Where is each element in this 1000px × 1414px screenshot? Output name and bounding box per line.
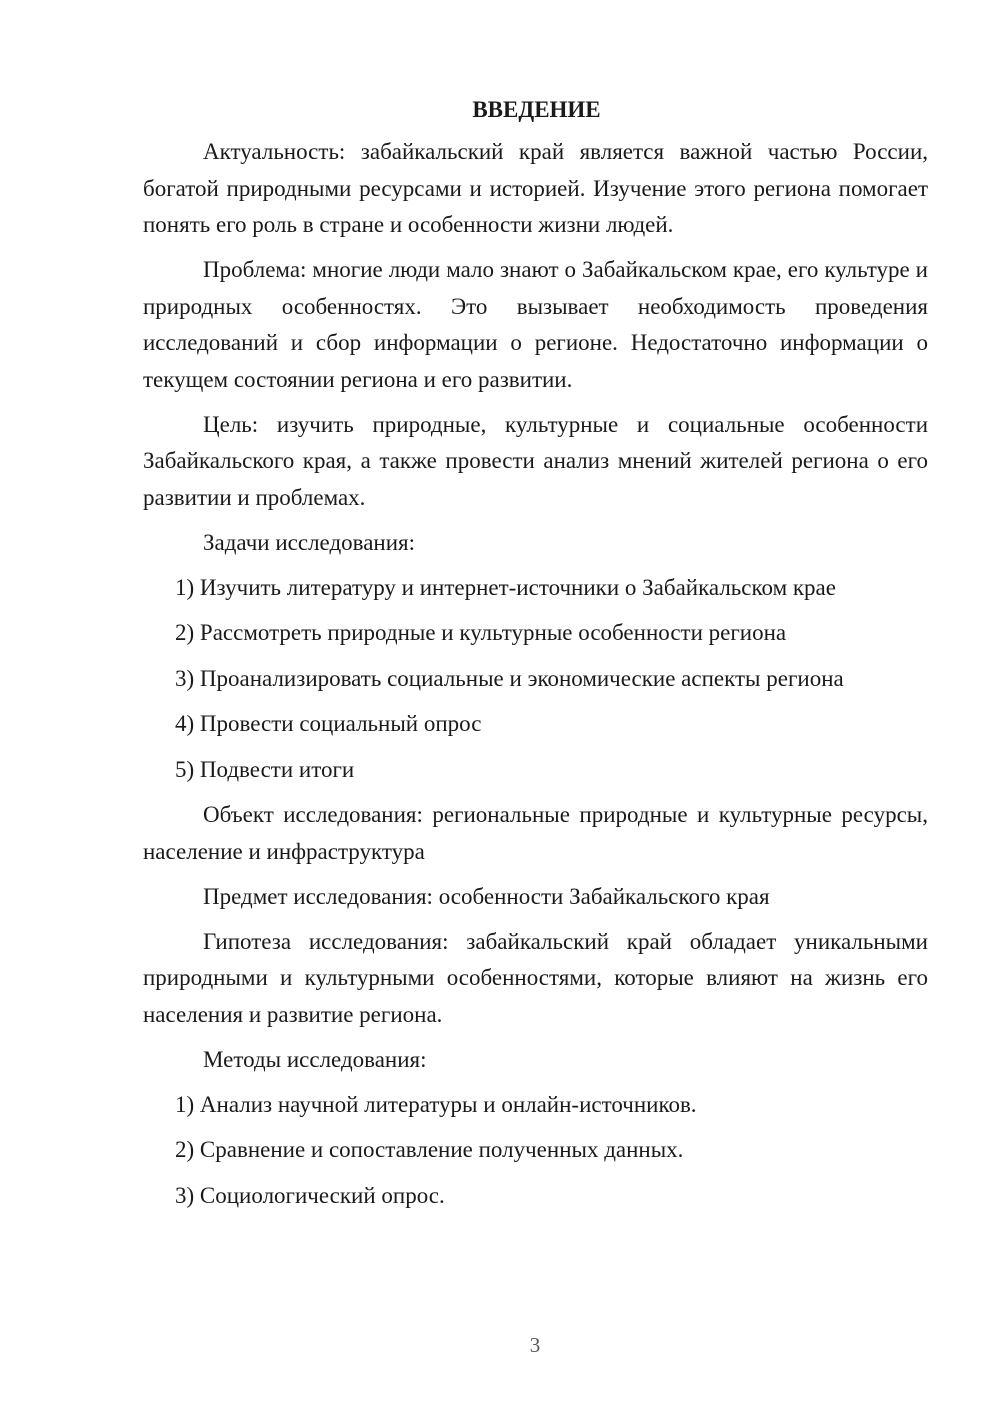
relevance-paragraph: Актуальность: забайкальский край является важной частью России, богатой природными ресурсами и историей. Изучение этого региона помогает понять его роль в стране и особенности жизни людей. (143, 139, 928, 237)
hypothesis-paragraph: Гипотеза исследования: забайкальский край обладает уникальными природными и культурными особенностями, которые влияют на жизнь его населения и развитие региона. (143, 928, 928, 1027)
task-item: 5) Подвести итоги (175, 756, 355, 782)
page-number: 3 (529, 1333, 541, 1357)
page-content (143, 92, 928, 1223)
object-paragraph: Объект исследования: региональные природные и культурные ресурсы, население и инфраструктура (143, 802, 928, 864)
task-item: 1) Изучить литературу и интернет-источники о Забайкальском крае (175, 574, 836, 600)
problem-paragraph: Проблема: многие люди мало знают о Забайкальском крае, его культуре и природных особенностях. Это вызывает необходимость проведения исследований и сбор информации о регионе. Недостаточно информации о текущем состоянии региона и его развитии. (143, 257, 928, 392)
subject-paragraph: Предмет исследования: особенности Забайкальского края (203, 883, 770, 909)
method-item: 2) Сравнение и сопоставление полученных данных. (175, 1137, 684, 1162)
method-item: 1) Анализ научной литературы и онлайн-источников. (175, 1091, 697, 1117)
task-item: 2) Рассмотреть природные и культурные особенности региона (175, 620, 787, 645)
methods-title: Методы исследования: (203, 1046, 427, 1072)
task-item: 4) Провести социальный опрос (175, 711, 482, 736)
method-item: 3) Социологический опрос. (175, 1182, 445, 1208)
tasks-title: Задачи исследования: (203, 529, 416, 555)
task-item: 3) Проанализировать социальные и экономические аспекты региона (175, 665, 844, 691)
goal-paragraph: Цель: изучить природные, культурные и социальные особенности Забайкальского края, а также провести анализ мнений жителей региона о его развитии и проблемах. (143, 411, 928, 510)
section-heading: ВВЕДЕНИЕ (472, 97, 601, 122)
